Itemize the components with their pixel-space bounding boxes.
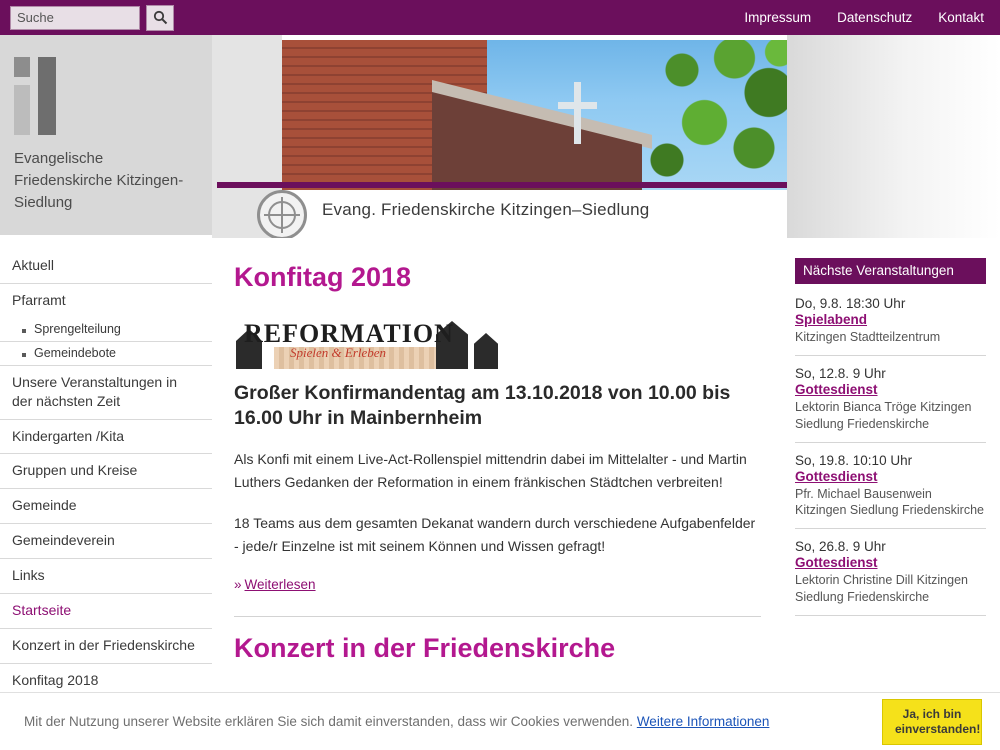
events-heading: Nächste Veranstaltungen [795,258,986,284]
event-location: Lektorin Bianca Tröge Kitzingen Siedlung Friedenskirche [795,400,972,431]
event-datetime: So, 12.8. 9 Uhr [795,366,886,382]
top-nav-impressum[interactable]: Impressum [744,10,812,25]
reformation-logo-subtitle: Spielen & Erleben [290,345,387,360]
sidebar-header [0,35,212,235]
sidebar-item-gemeindeverein[interactable]: Gemeindeverein [0,524,212,559]
search-icon [153,10,168,25]
event-link[interactable]: Gottesdienst [795,468,878,484]
site-logo[interactable] [14,49,74,134]
event-item [795,539,986,616]
read-more-link[interactable] [234,577,316,592]
site-title: Evangelische Friedenskirche Kitzingen-Siedlung [14,150,184,211]
sidebar-item-aktuell[interactable]: Aktuell [0,249,212,284]
event-datetime: So, 26.8. 9 Uhr [795,539,886,555]
sidebar-nav [0,235,212,699]
article-divider [234,616,761,617]
chevron-right-icon: » [234,577,242,593]
banner-purple-rule [217,182,787,188]
banner-caption: Evang. Friedenskirche Kitzingen–Siedlung [322,200,650,219]
events-sidebar [787,238,1000,750]
search-button[interactable] [146,5,174,31]
top-nav [744,10,984,25]
sidebar-item-kindergarten[interactable]: Kindergarten /Kita [0,420,212,455]
event-datetime: Do, 9.8. 18:30 Uhr [795,296,906,311]
event-link[interactable]: Gottesdienst [795,555,878,571]
article-paragraph-1: Als Konfi mit einem Live-Act-Rollenspiel mittendrin dabei im Mittelalter - und Martin Luthers Gedanken der Reformation in einem fränkischen Städtchen verbreiten! [234,450,747,490]
article-paragraph-2: 18 Teams aus dem gesamten Dekanat wandern durch verschiedene Aufgabenfelder - jede/r Einzelne ist mit seinem Können und Wissen gefragt! [234,514,756,554]
search-input[interactable] [10,6,140,30]
sidebar [0,35,212,750]
event-item [795,453,986,530]
event-location: Kitzingen Stadtteilzentrum [795,330,941,344]
article-subtitle: Großer Konfirmandentag am 13.10.2018 von 10.00 bis 16.00 Uhr in Mainbernheim [234,382,731,430]
sidebar-subitem-sprengelteilung[interactable]: Sprengelteilung [0,318,212,342]
tree-leaves [637,40,787,190]
sidebar-item-links[interactable]: Links [0,559,212,594]
cookie-message: Mit der Nutzung unserer Website erklären Sie sich damit einverstanden, dass wir Cookies verwenden. [24,714,634,729]
sidebar-item-konzert[interactable]: Konzert in der Friedenskirche [0,629,212,664]
event-link[interactable]: Gottesdienst [795,382,878,398]
sidebar-subitem-gemeindebote[interactable]: Gemeindebote [0,342,212,366]
sidebar-item-gemeinde[interactable]: Gemeinde [0,489,212,524]
reformation-logo-image [234,311,502,373]
banner-photo [282,40,787,190]
sidebar-item-startseite[interactable]: Startseite [0,594,212,629]
cookie-more-info-link[interactable]: Weitere Informationen [636,714,770,729]
main-content [212,238,787,750]
church-cross-horizontal [558,102,597,109]
cookie-banner [0,692,1000,750]
event-item [795,296,986,356]
event-location: Pfr. Michael Bausenwein Kitzingen Siedlung Friedenskirche [795,486,984,517]
church-cross-vertical [574,82,581,144]
reformation-logo-word: REFORMATION [244,319,454,348]
sidebar-item-veranstaltungen[interactable]: Unsere Veranstaltungen in der nächsten Zeit [0,366,212,420]
article-title-konzert: Konzert in der Friedenskirche [234,633,616,664]
sidebar-item-konfitag[interactable]: Konfitag 2018 [0,664,212,699]
event-datetime: So, 19.8. 10:10 Uhr [795,452,913,468]
event-link[interactable]: Spielabend [795,312,868,327]
article-title-konfitag: Konfitag 2018 [234,262,412,292]
header-right-filler [787,35,1000,238]
site-banner [212,35,787,238]
cookie-accept-button[interactable]: Ja, ich bin einverstanden! [882,699,982,745]
search-area [10,5,174,31]
top-nav-kontakt[interactable]: Kontakt [938,10,984,25]
cookie-text [24,714,769,729]
read-more-label: Weiterlesen [244,577,316,593]
event-location: Lektorin Christine Dill Kitzingen Siedlung Friedenskirche [795,573,968,604]
top-nav-datenschutz[interactable]: Datenschutz [837,10,913,25]
church-seal-icon [257,190,307,238]
sidebar-item-pfarramt[interactable]: Pfarramt [12,291,66,308]
sidebar-item-gruppen-kreise[interactable]: Gruppen und Kreise [0,454,212,489]
event-item [795,366,986,443]
top-bar [0,0,1000,35]
